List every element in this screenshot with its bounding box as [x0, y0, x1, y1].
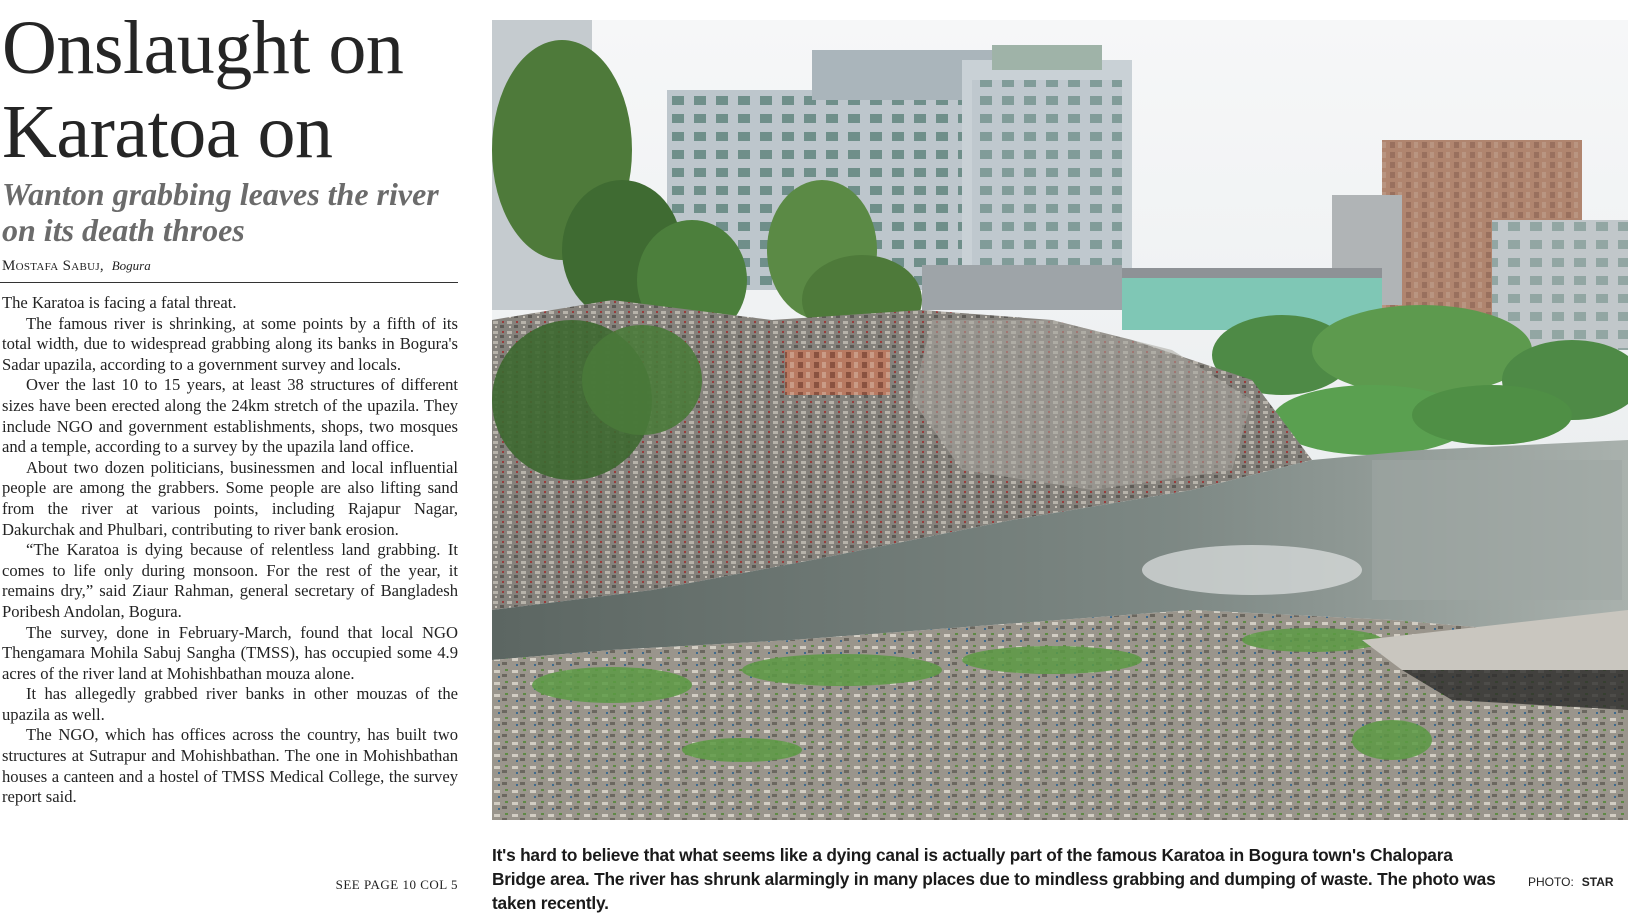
article-paragraph: The survey, done in February-March, found that local NGO Thengamara Mohila Sabuj Sangha (TMSS), has occupied some 4.9 acres of the river land at Mohishbathan mouza alone. — [2, 622, 458, 683]
byline-author: Mostafa Sabuj, — [2, 258, 104, 274]
river-photo-illustration — [492, 20, 1628, 820]
article-paragraph: It has allegedly grabbed river banks in other mouzas of the upazila as well. — [2, 684, 458, 724]
article-paragraph: The Karatoa is facing a fatal threat. — [2, 293, 237, 312]
river-photo — [492, 20, 1628, 820]
brick-wall — [785, 350, 890, 395]
photo-caption: It's hard to believe that what seems like a dying canal is actually part of the famous Karatoa in Bogura town's Chalopara Bridge area. The river has shrunk alarmingly in many places due to mindless grabbing and dumping of waste. The photo was taken recently. — [492, 845, 1496, 913]
photo-credit-label: PHOTO: — [1528, 875, 1574, 889]
subheadline: Wanton grabbing leaves the river on its death throes — [2, 176, 439, 248]
article-body — [2, 293, 458, 808]
article-paragraph: About two dozen politicians, businessmen and local influential people are among the grabbers. Some people are also lifting sand from the river at various points, including Rajapur Nagar, Dakurchak and Phulbari, contributing to river bank erosion. — [2, 457, 458, 539]
article-paragraph: “The Karatoa is dying because of relentless land grabbing. It comes to life only during monsoon. For the rest of the year, it remains dry,” said Ziaur Rahman, general secretary of Bangladesh Poribesh Andolan, Bogura. — [2, 540, 458, 621]
photo-credit-source: STAR — [1581, 875, 1614, 889]
headline: Onslaught on Karatoa on — [2, 6, 404, 174]
article-column — [0, 0, 460, 907]
byline-location: Bogura — [111, 258, 151, 273]
byline — [2, 258, 458, 275]
byline-divider — [0, 282, 458, 283]
article-paragraph: The famous river is shrinking, at some points by a fifth of its total width, due to widespread grabbing along its banks in Bogura's Sadar upazila, according to a government survey and locals. — [2, 313, 458, 374]
photo-credit — [1528, 875, 1614, 889]
continued-on-page-link[interactable]: SEE PAGE 10 COL 5 — [335, 877, 458, 892]
article-paragraph: The NGO, which has offices across the country, has built two structures at Sutrapur and Mohishbathan. The one in Mohishbathan houses a canteen and a hostel of TMSS Medical College, the survey report said. — [2, 725, 458, 807]
article-paragraph: Over the last 10 to 15 years, at least 38 structures of different sizes have been erected along the 24km stretch of the upazila. They include NGO and government establishments, shops, two mosques and a temple, according to a survey by the upazila land office. — [2, 375, 458, 457]
